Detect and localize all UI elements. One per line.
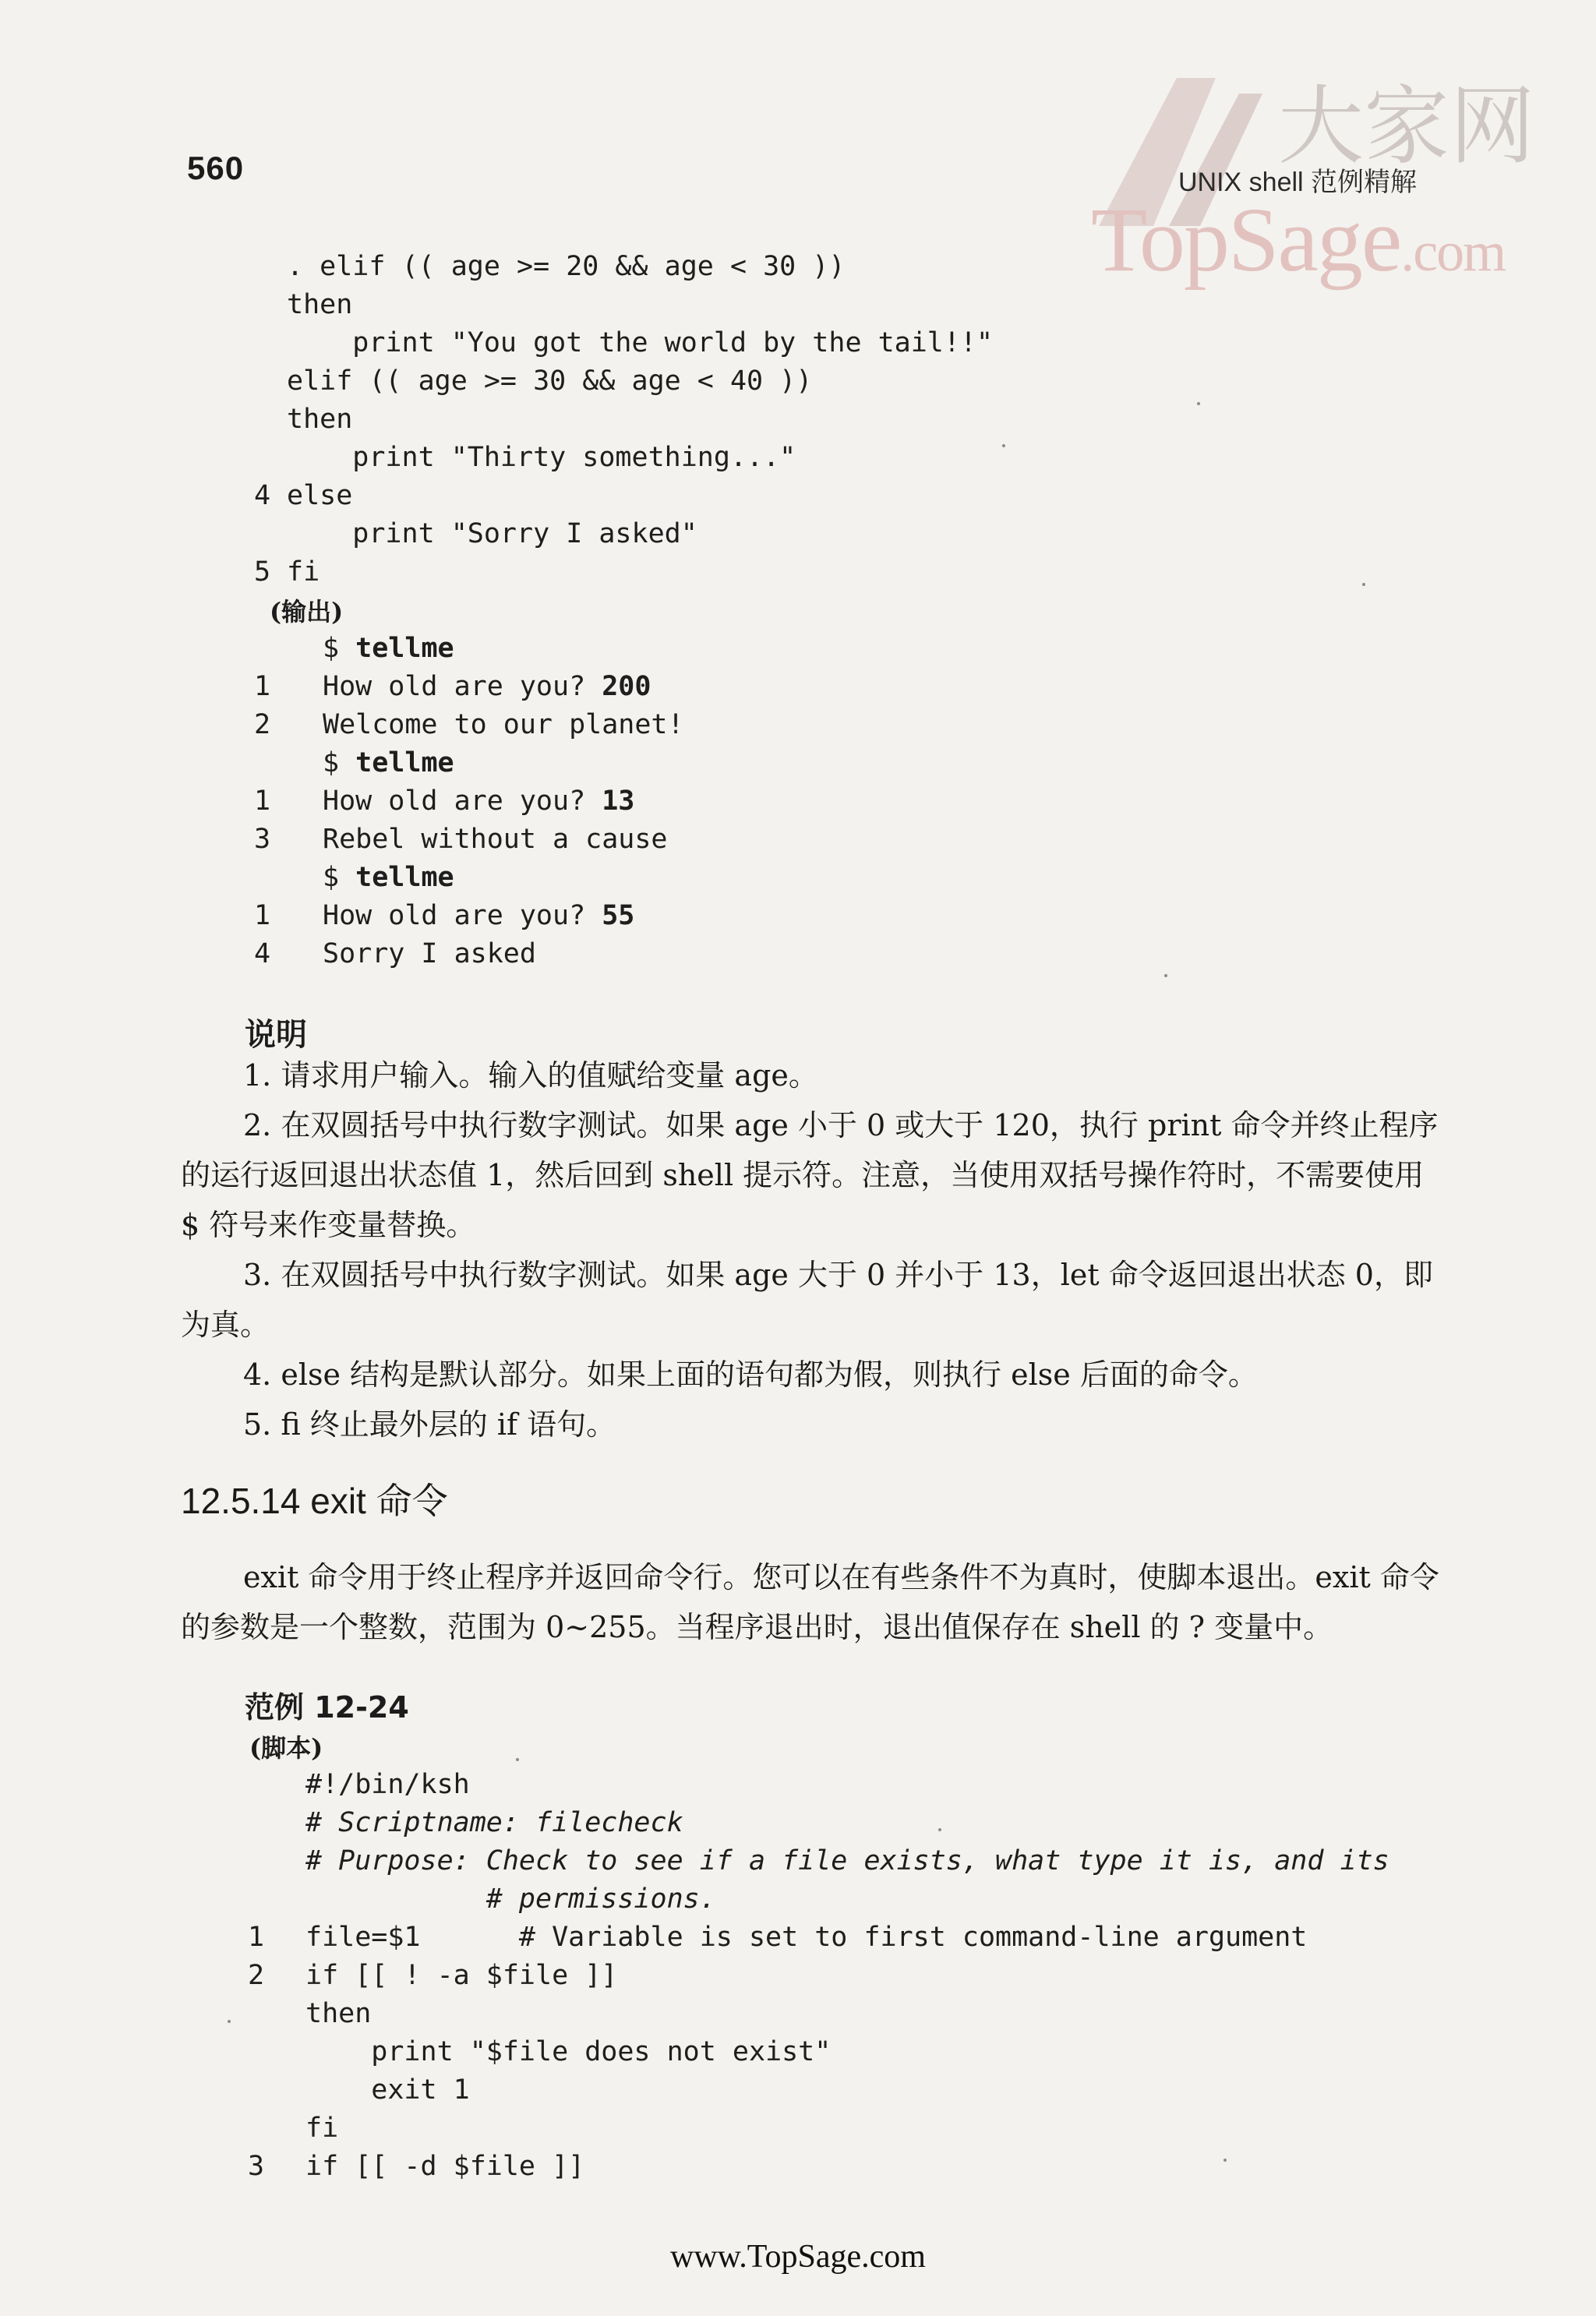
- watermark-brand-main: TopSage: [1091, 189, 1401, 291]
- line-number: 1: [254, 671, 271, 702]
- output-line: [323, 897, 634, 935]
- output-row: [0, 897, 1596, 935]
- output-row: [0, 782, 1596, 821]
- code-text: else: [287, 480, 353, 511]
- code-line: [0, 248, 1596, 286]
- code-text: then: [287, 289, 353, 320]
- code-text: print "Thirty something...": [287, 442, 796, 473]
- line-number: 3: [248, 2151, 265, 2182]
- line-number: 1: [254, 786, 271, 817]
- line-number: 3: [254, 824, 271, 855]
- code-line: [0, 1766, 1596, 1804]
- output-line: [323, 668, 651, 706]
- code-text: exit 1: [305, 2074, 470, 2106]
- line-number: 1: [254, 900, 271, 931]
- output-row: [0, 668, 1596, 706]
- line-number: 5: [254, 556, 271, 588]
- output-line: [323, 744, 454, 782]
- output-text: Rebel without a cause: [323, 824, 668, 855]
- output-row: [0, 935, 1596, 973]
- code-line: [0, 2109, 1596, 2148]
- user-input: 13: [602, 786, 635, 817]
- code-text: #!/bin/ksh: [305, 1769, 470, 1800]
- code-line: [0, 286, 1596, 324]
- code-line: [0, 1804, 1596, 1842]
- explanation-item-5: 5. fi 终止最外层的 if 语句。: [243, 1407, 616, 1442]
- output-row: [0, 859, 1596, 897]
- user-input: tellme: [355, 862, 454, 893]
- running-header: UNIX shell 范例精解: [1178, 168, 1418, 197]
- line-number: 2: [248, 1960, 265, 1991]
- code-text: if [[ ! -a $file ]]: [305, 1960, 618, 1991]
- scan-speck: [1164, 974, 1167, 977]
- output-text: How old are you?: [323, 786, 602, 817]
- scan-speck: [1197, 402, 1200, 405]
- code-line: [0, 362, 1596, 401]
- code-text: print "$file does not exist": [305, 2036, 832, 2067]
- code-line: [0, 2148, 1596, 2186]
- section-title: 12.5.14 exit 命令: [181, 1481, 448, 1521]
- output-row: [0, 706, 1596, 744]
- code-line: [0, 1880, 1596, 1919]
- code-text: file=$1 # Variable is set to first command-line argument: [305, 1922, 1308, 1953]
- explanation-item-1: 1. 请求用户输入。输入的值赋给变量 age。: [243, 1058, 818, 1093]
- code-text: fi: [305, 2113, 339, 2144]
- line-number: 1: [248, 1922, 265, 1953]
- code-text: then: [305, 1998, 372, 2029]
- code-line: [0, 1957, 1596, 1995]
- output-line: [323, 706, 684, 744]
- output-row: [0, 630, 1596, 668]
- footer-url: www.TopSage.com: [670, 2239, 926, 2275]
- output-text: Welcome to our planet!: [323, 709, 684, 740]
- code-comment: # Purpose: Check to see if a file exists, what type it is, and its: [305, 1845, 1389, 1876]
- code-text: . elif (( age >= 20 && age < 30 )): [287, 251, 846, 282]
- output-row: [0, 744, 1596, 782]
- code-text: print "You got the world by the tail!!": [287, 327, 994, 358]
- code-line: [0, 439, 1596, 477]
- code-line: [0, 477, 1596, 515]
- output-text: $: [323, 633, 356, 664]
- code-line: [0, 401, 1596, 439]
- code-line: [0, 324, 1596, 362]
- user-input: 55: [602, 900, 635, 931]
- user-input: tellme: [355, 633, 454, 664]
- user-input: tellme: [355, 747, 454, 778]
- line-number: 4: [254, 938, 271, 969]
- page-number: 560: [187, 150, 245, 186]
- watermark-brand-suffix: .com: [1400, 221, 1506, 283]
- output-line: [323, 782, 634, 821]
- user-input: 200: [602, 671, 651, 702]
- scan-speck: [1223, 2159, 1227, 2162]
- code-line: [0, 1995, 1596, 2033]
- output-text: $: [323, 862, 356, 893]
- code-text: then: [287, 404, 353, 435]
- explanation-item-2: 2. 在双圆括号中执行数字测试。如果 age 小于 0 或大于 120，执行 print 命令并终止程序的运行返回退出状态值 1，然后回到 shell 提示符。注意，当使用双括号操作符时，不需要使用 $ 符号来作变量替换。: [181, 1108, 1439, 1242]
- code-line: [0, 553, 1596, 591]
- output-label: (输出): [270, 597, 344, 627]
- code-line: [0, 515, 1596, 553]
- code-line: [0, 2071, 1596, 2109]
- explanation-heading: 说明: [245, 1017, 307, 1053]
- output-text: $: [323, 747, 356, 778]
- code-comment: # Scriptname: filecheck: [305, 1807, 683, 1838]
- output-line: [323, 935, 536, 973]
- code-text: print "Sorry I asked": [287, 518, 697, 549]
- output-line: [323, 859, 454, 897]
- scan-speck: [938, 1828, 941, 1831]
- script-label: (脚本): [249, 1733, 323, 1763]
- code-line: [0, 1842, 1596, 1880]
- code-text: if [[ -d $file ]]: [305, 2151, 585, 2182]
- code-comment: # permissions.: [305, 1884, 716, 1915]
- watermark-cn: 大家网: [1278, 76, 1535, 176]
- explanation-item-4: 4. else 结构是默认部分。如果上面的语句都为假，则执行 else 后面的命令。: [243, 1357, 1258, 1392]
- explanation-item-3: 3. 在双圆括号中执行数字测试。如果 age 大于 0 并小于 13，let 命令返回退出状态 0，即为真。: [181, 1258, 1433, 1342]
- scan-speck: [1002, 444, 1005, 447]
- scan-speck: [1362, 583, 1365, 586]
- code-text: elif (( age >= 30 && age < 40 )): [287, 365, 813, 397]
- scan-speck: [516, 1758, 519, 1761]
- code-line: [0, 2033, 1596, 2071]
- output-row: [0, 821, 1596, 859]
- section-body: exit 命令用于终止程序并返回命令行。您可以在有些条件不为真时，使脚本退出。exit 命令的参数是一个整数，范围为 0~255。当程序退出时，退出值保存在 shell 的 ? 变量中。: [181, 1560, 1439, 1644]
- output-text: Sorry I asked: [323, 938, 536, 969]
- line-number: 4: [254, 480, 271, 511]
- example-title: 范例 12-24: [245, 1690, 409, 1725]
- output-text: How old are you?: [323, 671, 602, 702]
- line-number: 2: [254, 709, 271, 740]
- output-line: [323, 821, 668, 859]
- output-line: [323, 630, 454, 668]
- scan-speck: [228, 2020, 231, 2023]
- output-text: How old are you?: [323, 900, 602, 931]
- code-text: fi: [287, 556, 320, 588]
- code-line: [0, 1919, 1596, 1957]
